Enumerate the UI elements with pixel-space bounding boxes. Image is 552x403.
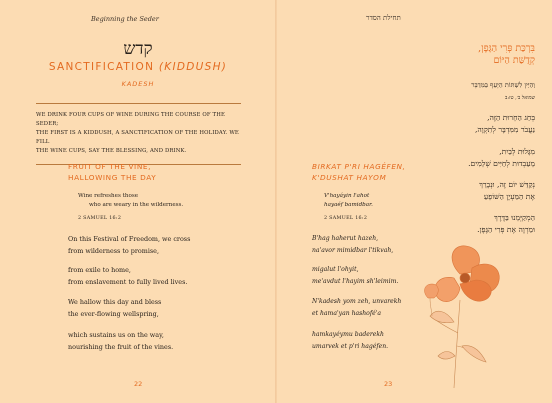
stanza-line: from wilderness to promise, <box>68 247 159 255</box>
stanza-transliteration <box>312 296 401 320</box>
hebrew-stanza <box>479 179 535 202</box>
hebrew-stanza <box>475 112 535 135</box>
section-heading <box>68 161 156 183</box>
stanza-transliteration <box>312 264 398 288</box>
epigraph-line: V'hayáyin l'ahot <box>324 193 370 199</box>
epigraph <box>78 192 183 210</box>
stanza <box>68 264 187 288</box>
epigraph-line: Wine refreshes those <box>78 193 139 199</box>
hebrew-stanza-line: נְקַדֵּשׁ יוֹם זֶה, וּנְבָרֵךְ <box>479 180 535 189</box>
stanza-transliteration <box>312 233 393 257</box>
poppy-flower-illustration <box>408 238 518 388</box>
stanza-line: nourishing the fruit of the vines. <box>68 343 174 351</box>
instructions-line: THE FIRST IS A KIDDUSH, A SANCTIFICATION OF THE HOLIDAY. WE FILL <box>36 130 239 145</box>
hebrew-title-line: קְדֻשַּׁת הַיּוֹם <box>493 55 535 66</box>
hebrew-title <box>478 43 535 67</box>
hebrew-epigraph-line: וְהַיַּיִן לִשְׁתּוֹת הַיָּעֵף בַּמִּדְבָּר <box>471 81 535 89</box>
instructions-line: THE WINE CUPS, SAY THE BLESSING, AND DRINK. <box>36 148 187 154</box>
section-heading-line: K'DUSHAT HAYOM <box>312 173 387 182</box>
epigraph-transliteration <box>324 192 373 210</box>
running-head-hebrew: תחילת הסדר <box>366 14 401 22</box>
section-heading-transliteration <box>312 161 406 183</box>
stanza <box>68 233 190 257</box>
page-title-hebrew: קדש <box>123 39 153 59</box>
stanza-line: the ever-flowing wellspring, <box>68 310 159 318</box>
epigraph-line: who are weary in the wilderness. <box>89 202 184 208</box>
stanza <box>68 329 173 353</box>
section-heading-line: HALLOWING THE DAY <box>68 173 157 182</box>
page-title-plain: SANCTIFICATION <box>48 61 159 73</box>
hebrew-stanza-line: אֶת הַמַּעְיָן הַשּׁוֹפֵעַ <box>483 191 535 201</box>
hebrew-title-line: בִּרְכַּת פְּרִי הַגָּפֶן, <box>478 43 535 54</box>
stanza <box>68 296 161 320</box>
page-number: 22 <box>134 380 143 388</box>
hebrew-stanza-line: וּמַרְוֶה אֶת פְּרִי הַגֶּפֶן. <box>477 224 535 234</box>
hebrew-stanza-line: נַעֲבֹר מִמִּדְבָּר לְתִקְוָה, <box>474 124 535 134</box>
page-number: 23 <box>384 380 393 388</box>
stanza-transliteration <box>312 329 388 353</box>
stanza-line: me'avdut l'hayim sh'leimim. <box>312 278 399 285</box>
stanza-line: B'hag haherut hazeh, <box>312 235 379 242</box>
stanza-line: which sustains us on the way, <box>68 331 164 339</box>
stanza-line: from enslavement to fully lived lives. <box>68 278 188 286</box>
stanza-line: na'avor mimidbar l'tikvah, <box>312 247 394 254</box>
stanza-line: N'kadesh yom zeh, unvarekh <box>312 298 402 305</box>
hebrew-stanza-line: מִגָּלוּת לְבַיִת, <box>499 147 535 156</box>
stanza-line: et hama'yan hashofé'a <box>312 310 382 317</box>
section-heading-line: BIRKAT P'RI HAGÉFEN, <box>312 162 406 171</box>
page-title <box>0 61 276 73</box>
epigraph-source: 2 SAMUEL 16:2 <box>324 216 368 221</box>
hebrew-stanza <box>468 146 535 169</box>
hebrew-stanza <box>477 212 535 235</box>
page-title-transliteration: KADESH <box>121 80 155 88</box>
instructions-box <box>36 103 241 165</box>
epigraph-line: hayaéf bamidbar. <box>324 202 373 208</box>
hebrew-epigraph-source: שמואל ב׳, טז:ב <box>505 94 535 101</box>
hebrew-stanza-line: הַמְקַיְּמֵנוּ בַּדֶּרֶךְ <box>493 213 535 222</box>
stanza-line: On this Festival of Freedom, we cross <box>68 235 191 243</box>
stanza-line: migalut l'ohyit, <box>312 266 359 273</box>
hebrew-stanza-line: מֵעַבְדוּת לְחַיִּים שְׁלֵמִים. <box>468 158 535 168</box>
hebrew-stanza-line: בְּחַג הַחֵרוּת הַזֶּה, <box>487 113 535 122</box>
hebrew-epigraph <box>471 80 535 102</box>
instructions-line: WE DRINK FOUR CUPS OF WINE DURING THE COURSE OF THE SEDER; <box>36 112 226 127</box>
epigraph-source: 2 SAMUEL 16:2 <box>78 216 122 221</box>
page-title-italic: (KIDDUSH) <box>158 61 228 73</box>
stanza-line: umarvek et p'ri hagéfen. <box>312 343 389 350</box>
running-head: Beginning the Seder <box>91 15 159 23</box>
stanza-line: hamkayéymu baderekh <box>312 331 384 338</box>
stanza-line: We hallow this day and bless <box>68 298 162 306</box>
section-heading-line: FRUIT OF THE VINE, <box>68 162 152 171</box>
stanza-line: from exile to home, <box>68 266 131 274</box>
